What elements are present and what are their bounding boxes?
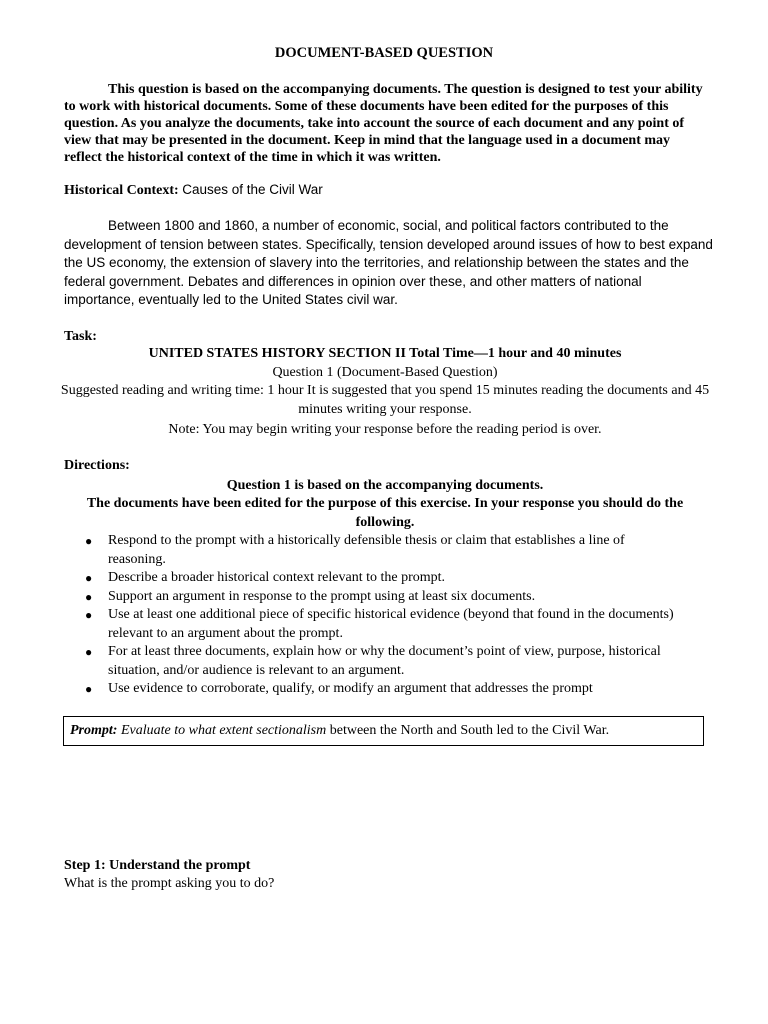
bullet-icon: ● (85, 608, 93, 622)
prompt-label: Prompt: (70, 723, 118, 738)
reading-time-text: Suggested reading and writing time: 1 hour It is suggested that you spend 15 minutes reading the documents and 45 minutes writing your response. (60, 383, 710, 417)
bullet-text: Support an argument in response to the prompt using at least six documents. (108, 588, 536, 604)
prompt-text: between the North and South led to the Civil War. (326, 723, 610, 738)
note-text: Note: You may begin writing your response before the reading period is over. (168, 422, 602, 437)
list-item (64, 643, 684, 680)
bullet-icon: ● (85, 534, 93, 548)
directions-label: Directions: (64, 458, 130, 473)
bullet-text: Use at least one additional piece of specific historical evidence (beyond that found in the documents) relevant to an argument about the prompt. (108, 607, 674, 641)
prompt-box (63, 716, 704, 746)
step1-heading: Step 1: Understand the prompt (64, 858, 251, 873)
historical-context-label: Historical Context: (64, 183, 183, 198)
intro-paragraph: This question is based on the accompanying documents. The question is designed to test your ability to work with historical documents. Some of these documents have been edited for the purposes of this question. As you analyze the documents, take into account the source of each document and any point of view that may be presented in the document. Keep in mind that the language used in a document may reflect the historical context of the time in which it was written. (64, 82, 703, 165)
directions-question-line: Question 1 is based on the accompanying documents. (226, 478, 544, 493)
directions-edit-line: The documents have been edited for the purpose of this exercise. In your response you should do the following. (86, 496, 684, 530)
list-item (64, 680, 684, 699)
bullet-icon: ● (85, 682, 93, 696)
list-item (64, 569, 684, 588)
section-title: UNITED STATES HISTORY SECTION II Total Time—1 hour and 40 minutes (148, 346, 622, 361)
bullet-text: Describe a broader historical context relevant to the prompt. (108, 570, 446, 585)
task-label: Task: (64, 329, 97, 344)
historical-context-paragraph: Between 1800 and 1860, a number of economic, social, and political factors contributed to the development of tension between states. Specifically, tension developed around issues of how to best expand the US economy, the extension of slavery into the territories, and relationship between the states and the federal government. Debates and differences in opinion over these, and other matters of national importance, eventually led to the United States civil war. (64, 218, 713, 308)
directions-bullet-list (64, 532, 684, 699)
prompt-italic-text: Evaluate to what extent sectionalism (117, 723, 327, 738)
bullet-text: Use evidence to corroborate, qualify, or modify an argument that addresses the prompt (108, 681, 593, 696)
list-item (64, 606, 684, 643)
list-item (64, 588, 684, 607)
question-subtitle: Question 1 (Document-Based Question) (272, 365, 498, 380)
bullet-icon: ● (85, 589, 93, 604)
page-title: DOCUMENT-BASED QUESTION (274, 45, 494, 61)
list-item (64, 532, 684, 569)
bullet-icon: ● (85, 645, 93, 659)
bullet-text: For at least three documents, explain how or why the document’s point of view, purpose, historical situation, and/or audience is relevant to an argument. (108, 644, 661, 678)
historical-context-line (64, 182, 323, 199)
historical-context-topic: Causes of the Civil War (182, 182, 323, 197)
step1-question: What is the prompt asking you to do? (64, 876, 275, 891)
bullet-icon: ● (85, 571, 93, 585)
bullet-text: Respond to the prompt with a historically defensible thesis or claim that establishes a line of reasoning. (108, 533, 625, 567)
